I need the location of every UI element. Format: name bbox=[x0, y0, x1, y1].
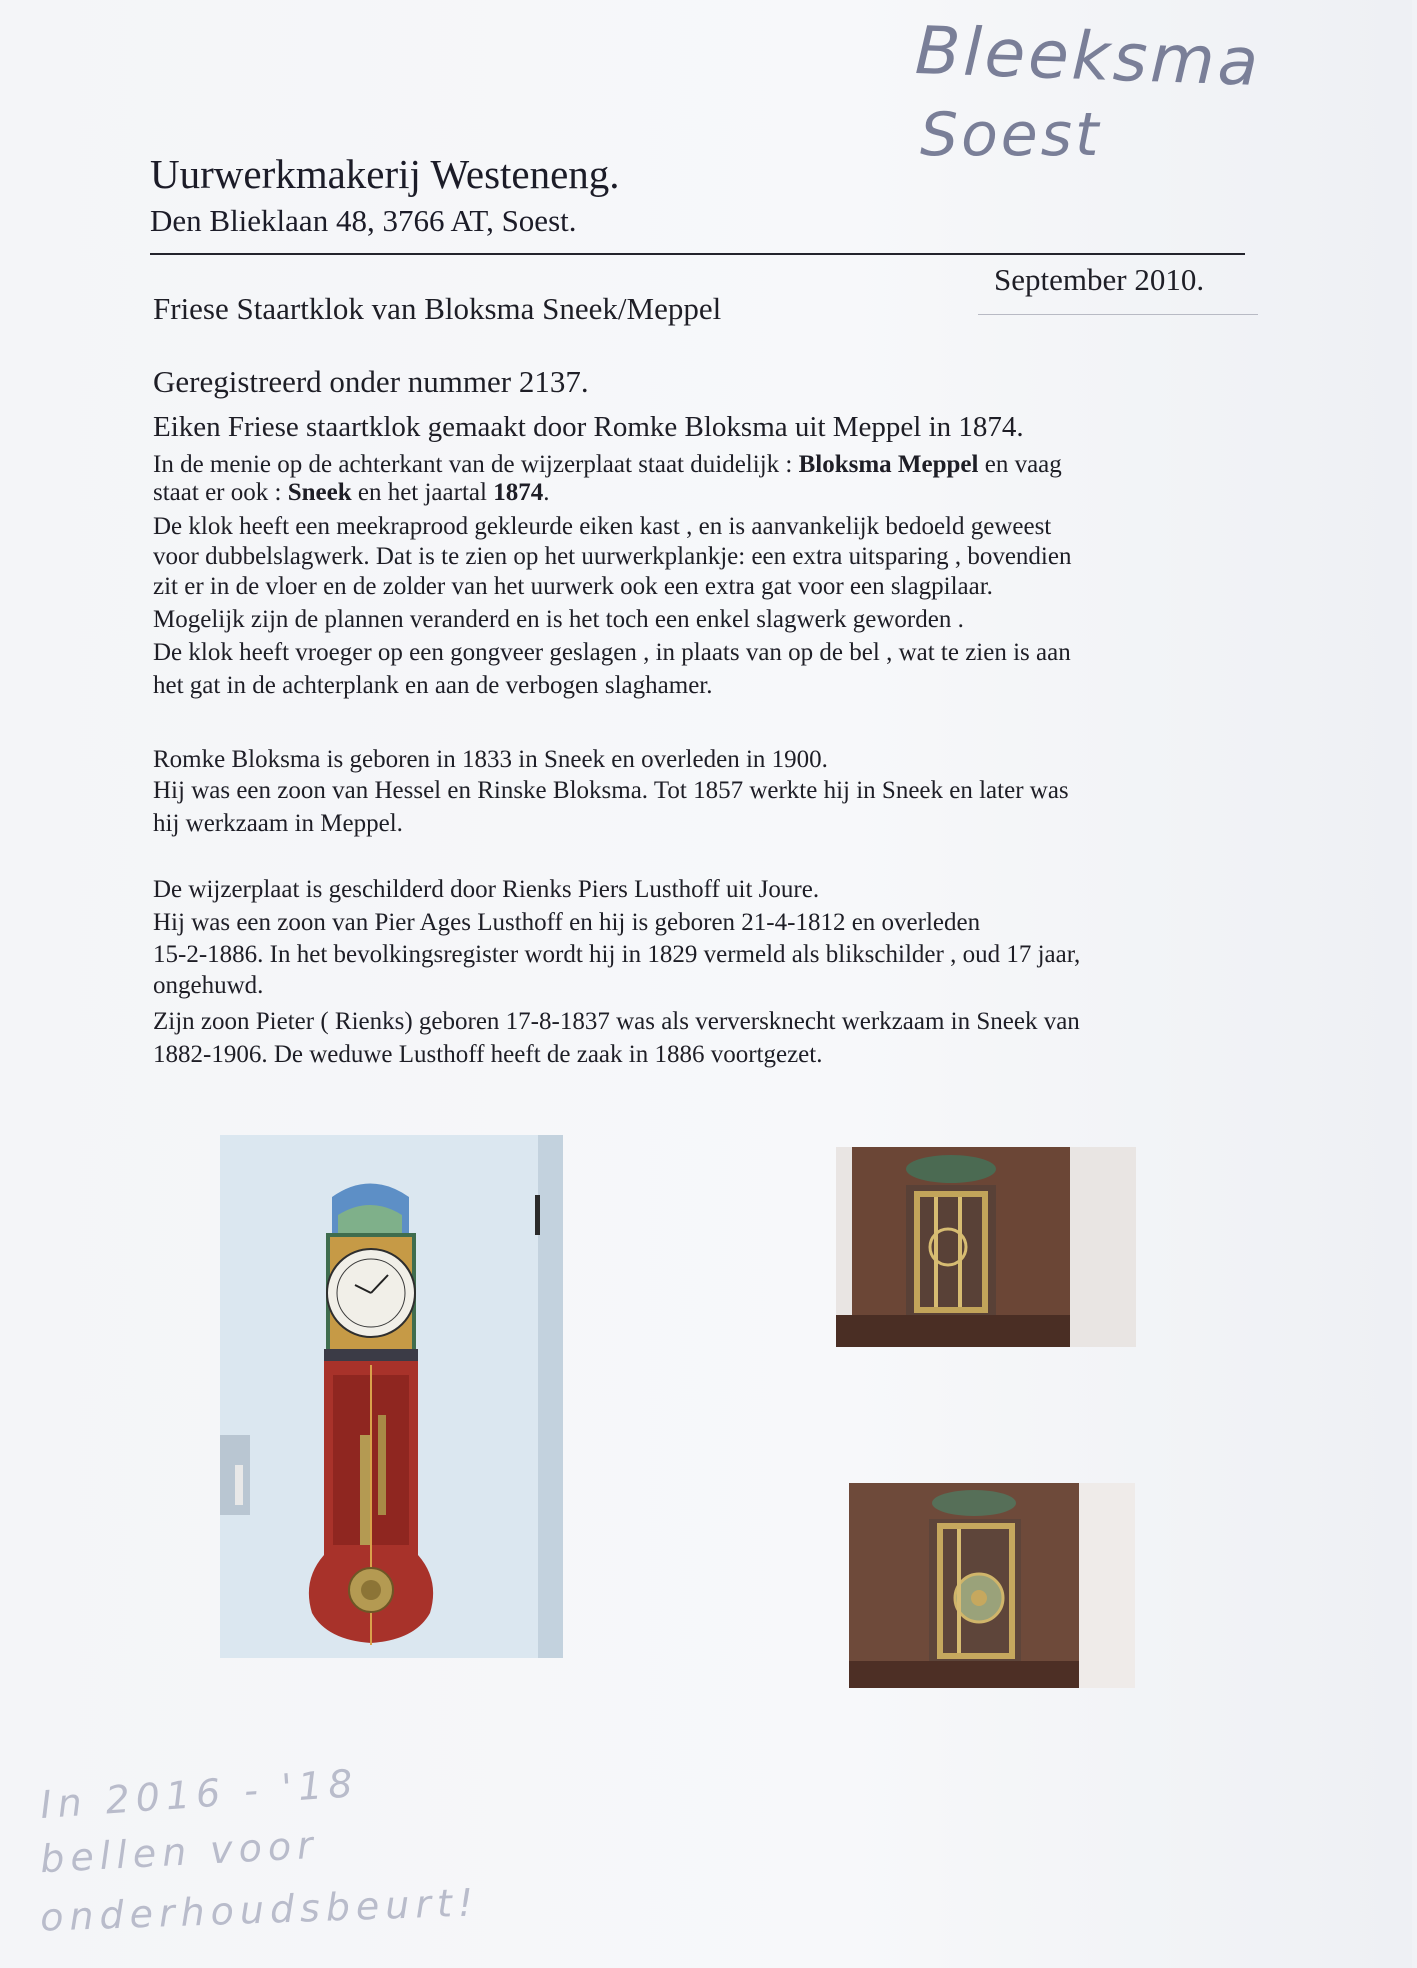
paragraph-line: Mogelijk zijn de plannen veranderd en is het toch een enkel slagwerk geworden . bbox=[153, 606, 964, 633]
paragraph-line: Zijn zoon Pieter ( Rienks) geboren 17-8-1837 was als verversknecht werkzaam in Sneek van bbox=[153, 1008, 1080, 1035]
movement-photo-bottom bbox=[849, 1483, 1135, 1688]
movement-illustration-top bbox=[836, 1147, 1136, 1347]
paragraph-line: ongehuwd. bbox=[153, 972, 264, 999]
intro-line: Eiken Friese staartklok gemaakt door Romke Bloksma uit Meppel in 1874. bbox=[153, 411, 1024, 443]
text-run: en vaag bbox=[978, 451, 1062, 478]
paragraph-line: Romke Bloksma is geboren in 1833 in Sneek en overleden in 1900. bbox=[153, 746, 828, 773]
text-run: en het jaartal bbox=[351, 479, 494, 506]
handwritten-note-line: In 2016 - '18 bbox=[38, 1760, 360, 1828]
document-date: September 2010. bbox=[994, 262, 1205, 297]
paragraph-line: 1882-1906. De weduwe Lusthoff heeft de zaak in 1886 voortgezet. bbox=[153, 1041, 823, 1068]
paragraph-line: het gat in de achterplank en aan de verbogen slaghamer. bbox=[153, 672, 713, 699]
text-run: . bbox=[543, 479, 550, 506]
paragraph-line: De klok heeft vroeger op een gongveer geslagen , in plaats van op de bel , wat te zien is aan bbox=[153, 639, 1071, 666]
clock-photo bbox=[220, 1135, 563, 1658]
maker-mark: Bloksma Meppel bbox=[798, 451, 979, 478]
paragraph-line: hij werkzaam in Meppel. bbox=[153, 810, 403, 837]
clock-illustration bbox=[220, 1135, 563, 1658]
company-address: Den Blieklaan 48, 3766 AT, Soest. bbox=[150, 203, 577, 238]
year-mark: 1874 bbox=[493, 479, 544, 506]
paragraph-line: Hij was een zoon van Hessel en Rinske Bloksma. Tot 1857 werkte hij in Sneek en later was bbox=[153, 777, 1069, 804]
town-mark: Sneek bbox=[287, 479, 352, 506]
text-run: staat er ook : bbox=[153, 479, 288, 506]
paragraph-line: De klok heeft een meekraprood gekleurde eiken kast , en is aanvankelijk bedoeld geweest bbox=[153, 513, 1052, 540]
date-rule bbox=[978, 314, 1258, 315]
paragraph-line: De wijzerplaat is geschilderd door Rienks Piers Lusthoff uit Joure. bbox=[153, 876, 820, 903]
handwritten-note-line: onderhoudsbeurt! bbox=[39, 1880, 480, 1940]
document-title: Friese Staartklok van Bloksma Sneek/Meppel bbox=[153, 291, 722, 326]
paragraph-line: voor dubbelslagwerk. Dat is te zien op het uurwerkplankje: een extra uitsparing , bovendien bbox=[153, 543, 1072, 570]
handwritten-note-line: bellen voor bbox=[39, 1822, 320, 1882]
paragraph-line: zit er in de vloer en de zolder van het uurwerk ook een extra gat voor een slagpilaar. bbox=[153, 573, 993, 600]
company-name: Uurwerkmakerij Westeneng. bbox=[150, 151, 620, 197]
paragraph-line: 15-2-1886. In het bevolkingsregister wordt hij in 1829 vermeld als blikschilder , oud 17 jaar, bbox=[153, 941, 1081, 968]
text-run: In de menie op de achterkant van de wijzerplaat staat duidelijk : bbox=[153, 451, 799, 478]
paragraph-line bbox=[153, 478, 549, 508]
handwritten-name: Bleeksma bbox=[913, 11, 1263, 102]
header-rule bbox=[150, 253, 1245, 255]
paragraph-line: Hij was een zoon van Pier Ages Lusthoff en hij is geboren 21-4-1812 en overleden bbox=[153, 909, 981, 936]
movement-illustration-bottom bbox=[849, 1483, 1135, 1688]
handwritten-city: Soest bbox=[920, 100, 1102, 170]
paragraph-line bbox=[153, 450, 1062, 480]
registration-line: Geregistreerd onder nummer 2137. bbox=[153, 364, 589, 399]
movement-photo-top bbox=[836, 1147, 1136, 1347]
